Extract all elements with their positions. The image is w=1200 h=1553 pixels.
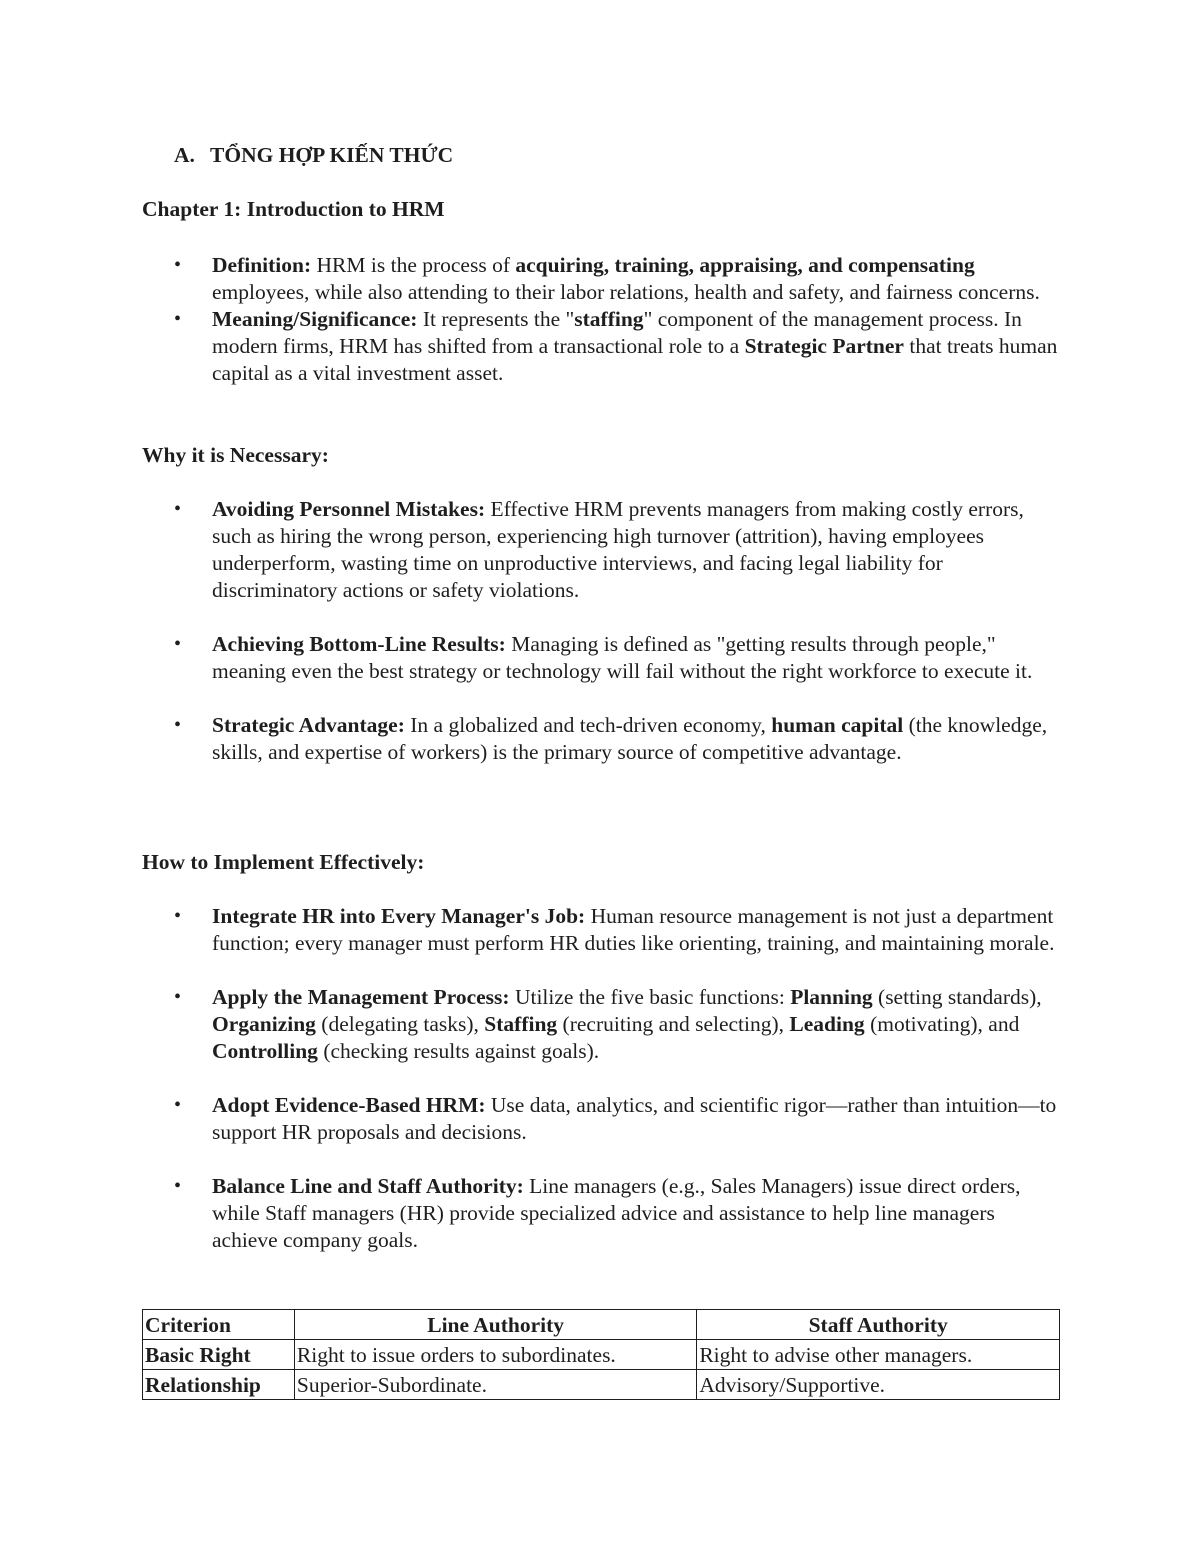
how-heading: How to Implement Effectively: [142, 850, 425, 874]
list-item [142, 496, 1060, 604]
header-staff-authority: Staff Authority [697, 1310, 1060, 1340]
body-text: (checking results against goals). [317, 1039, 600, 1063]
body-text: (setting standards), [872, 985, 1042, 1009]
bold-text: Achieving Bottom-Line Results: [212, 632, 512, 656]
bold-text: Adopt Evidence-Based HRM: [212, 1093, 491, 1117]
table-header-row [143, 1310, 1060, 1340]
bold-text: Staffing [484, 1012, 558, 1036]
bold-text: staffing [574, 307, 644, 331]
body-text: Use data, analytics, and scientific rigor—rather than intuition—to support HR proposals and decisions. [212, 1093, 1057, 1144]
bullet-icon: • [174, 308, 182, 330]
body-text: Managing is defined as "getting results through people," meaning even the best strategy or technology will fail without the right workforce to execute it. [212, 632, 1033, 683]
bold-text: human capital [771, 713, 904, 737]
bold-text: Organizing [212, 1012, 316, 1036]
header-criterion: Criterion [143, 1310, 295, 1340]
list-item [142, 984, 1060, 1065]
bold-text: Avoiding Personnel Mistakes: [212, 497, 491, 521]
section-marker: A. [174, 143, 195, 167]
bullet-icon: • [174, 905, 182, 927]
body-text: Utilize the five basic functions: [514, 985, 791, 1009]
body-text: " component of the management process. In modern firms, HRM has shifted from a transactional role to a [212, 307, 1022, 358]
bold-text: Balance Line and Staff Authority: [212, 1174, 530, 1198]
bold-text: Meaning/Significance: [212, 307, 423, 331]
cell-line-relationship: Superior-Subordinate. [294, 1370, 696, 1400]
list-item [142, 1173, 1060, 1254]
bold-text: Strategic Partner [744, 334, 904, 358]
row-label-basic-right: Basic Right [143, 1340, 295, 1370]
list-item [142, 712, 1060, 766]
bold-text: Leading [789, 1012, 865, 1036]
body-text: (the knowledge, skills, and expertise of workers) is the primary source of competitive advantage. [212, 713, 1048, 764]
bold-text: Strategic Advantage: [212, 713, 411, 737]
bullet-icon: • [174, 1175, 182, 1197]
row-label-relationship: Relationship [143, 1370, 295, 1400]
section-title-text: TỔNG HỢP KIẾN THỨC [210, 143, 454, 167]
body-text: In a globalized and tech-driven economy, [410, 713, 772, 737]
header-line-authority: Line Authority [294, 1310, 696, 1340]
bullet-icon: • [174, 254, 182, 276]
list-item [142, 306, 1060, 387]
body-text: It represents the " [422, 307, 575, 331]
bullet-icon: • [174, 1094, 182, 1116]
list-item [142, 631, 1060, 685]
intro-bullet-list [142, 252, 1060, 387]
bold-text: acquiring, training, appraising, and compensating [515, 253, 975, 277]
body-text: that treats human capital as a vital investment asset. [212, 334, 1058, 385]
body-text: employees, while also attending to their labor relations, health and safety, and fairness concerns. [212, 280, 1040, 304]
list-item [142, 903, 1060, 957]
body-text: (motivating), and [864, 1012, 1020, 1036]
bold-text: Planning [790, 985, 873, 1009]
list-item [142, 1092, 1060, 1146]
bold-text: Controlling [212, 1039, 318, 1063]
cell-line-basic-right: Right to issue orders to subordinates. [294, 1340, 696, 1370]
cell-staff-basic-right: Right to advise other managers. [697, 1340, 1060, 1370]
bullet-icon: • [174, 498, 182, 520]
bullet-icon: • [174, 633, 182, 655]
cell-staff-relationship: Advisory/Supportive. [697, 1370, 1060, 1400]
table-row [143, 1370, 1060, 1400]
body-text: HRM is the process of [316, 253, 516, 277]
bold-text: Integrate HR into Every Manager's Job: [212, 904, 591, 928]
why-heading: Why it is Necessary: [142, 443, 329, 467]
bold-text: Definition: [212, 253, 317, 277]
authority-table [142, 1309, 1060, 1400]
list-item [142, 252, 1060, 306]
section-title [174, 142, 453, 169]
body-text: Line managers (e.g., Sales Managers) issue direct orders, while Staff managers (HR) provide specialized advice and assistance to help line managers achieve company goals. [212, 1174, 1021, 1252]
bullet-icon: • [174, 714, 182, 736]
body-text: (recruiting and selecting), [557, 1012, 790, 1036]
body-text: Human resource management is not just a department function; every manager must perform HR duties like orienting, training, and maintaining morale. [212, 904, 1055, 955]
why-bullet-list [142, 496, 1060, 766]
bullet-icon: • [174, 986, 182, 1008]
body-text: (delegating tasks), [315, 1012, 485, 1036]
body-text: Effective HRM prevents managers from making costly errors, such as hiring the wrong person, experiencing high turnover (attrition), having employees underperform, wasting time on unproductive interviews, and facing legal liability for discriminatory actions or safety violations. [212, 497, 1024, 602]
table-row [143, 1340, 1060, 1370]
chapter-title: Chapter 1: Introduction to HRM [142, 197, 445, 221]
how-bullet-list [142, 903, 1060, 1254]
bold-text: Apply the Management Process: [212, 985, 515, 1009]
